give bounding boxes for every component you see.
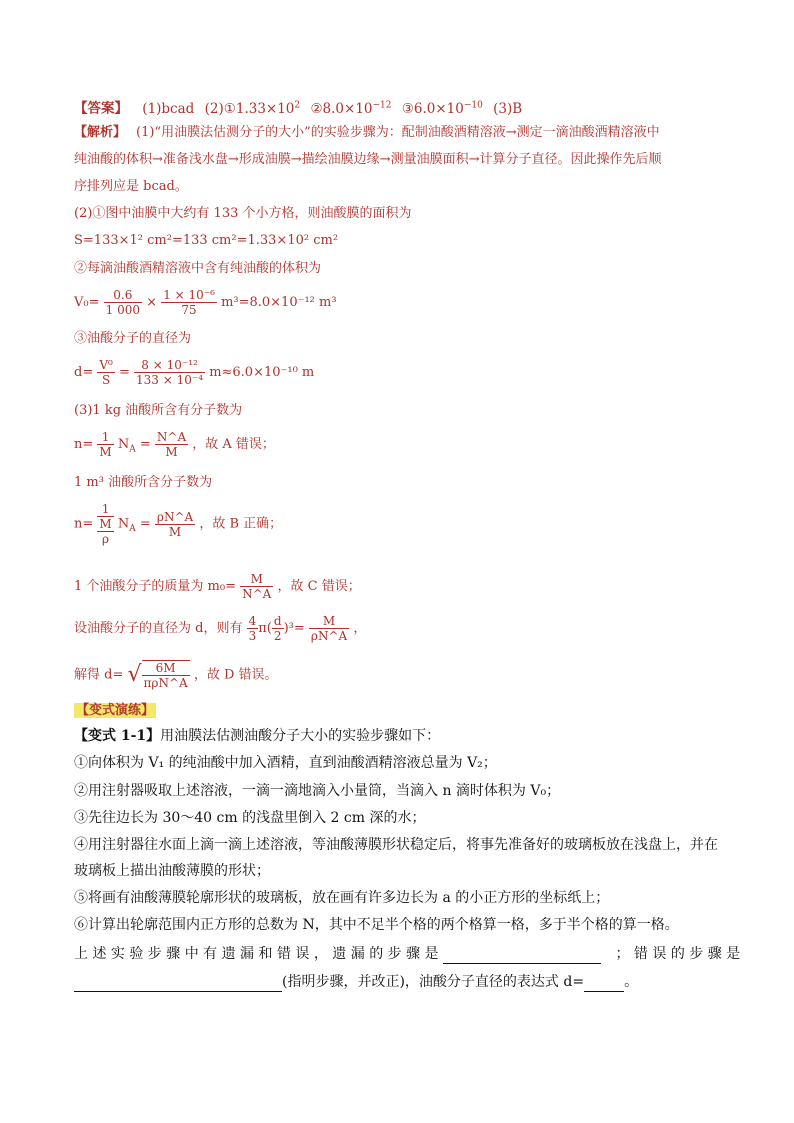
analysis-line-10: (3)1 kg 油酸所含有分子数为 xyxy=(74,403,243,418)
variant-title: 【变式 1-1】用油膜法估测油酸分子大小的实验步骤如下： xyxy=(74,728,441,744)
answer-part-5: (3)B xyxy=(493,100,523,117)
analysis-line-3: 序排列应是 bcad。 xyxy=(74,179,188,194)
question-line-1: 上 述 实 验 步 骤 中 有 遗 漏 和 错 误 ， 遗 漏 的 步 骤 是 ； 错 误 的 步 骤 是 xyxy=(74,946,741,962)
step-6: ⑥计算出轮廓范围内正方形的总数为 N，其中不足半个格的两个格算一格，多于半个格的算一格。 xyxy=(74,917,679,933)
square-root: √ $\frac{6M}{\text{πρN\textasciicircum{}A}}$ xyxy=(127,661,188,690)
volume-equation: V₀= $\frac{0.6}{1 000}$ × $\frac{\text{1 × 10⁻⁶}}{75}$ m³=8.0×10⁻¹² m³ xyxy=(74,288,337,317)
fraction: $\frac{\rho N\^{}A}{M}$ xyxy=(156,509,194,539)
diameter-equation: d= $\frac{\text{V⁰}}{S}$ = $\frac{\text{8 × 10⁻¹²}}{\text{133 × 10⁻⁴}}$ m≈6.0×10⁻¹⁰ m xyxy=(74,358,315,387)
count-per-kg-equation: n= $\frac{1}{M}$ $N_A$ = $\frac{N\^{}A}{M}$ ，故 A 错误； xyxy=(74,430,275,459)
step-5: ⑤将画有油酸薄膜轮廓形状的玻璃板，放在画有许多边长为 a 的小正方形的坐标纸上； xyxy=(74,890,610,906)
fraction: $\frac{1}{M}$ xyxy=(99,430,112,459)
answer-part-1: (1)bcad xyxy=(142,100,195,117)
analysis-line-6: ②每滴油酸酒精溶液中含有纯油酸的体积为 xyxy=(74,261,322,276)
fraction: $\frac{M}{\rho N\^{}A}$ xyxy=(310,614,348,643)
question-line-2: (指明步骤，并改正)，油酸分子直径的表达式 d= 。 xyxy=(74,972,638,992)
molecule-mass-equation: 1 个油酸分子的质量为 m₀= $\frac{M}{N\^{}A}$ ，故 C 错误； xyxy=(74,572,361,601)
step-3: ③先往边长为 30～40 cm 的浅盘里倒入 2 cm 深的水； xyxy=(74,810,426,826)
analysis-line-8: ③油酸分子的直径为 xyxy=(74,331,192,346)
analysis-line-12: 1 m³ 油酸所含分子数为 xyxy=(74,475,213,490)
wrong-step-blank[interactable] xyxy=(74,976,282,992)
fraction: $\frac{M}{N\^{}A}$ xyxy=(242,572,272,601)
fraction: $\frac{\text{1 × 10⁻⁶}}{75}$ xyxy=(163,288,215,317)
variant-tag: 【变式 1-1】 xyxy=(74,728,161,744)
analysis-line-2: 纯油酸的体积→准备浅水盘→形成油膜→描绘油膜边缘→测量油膜面积→计算分子直径。因此操作先后顺 xyxy=(74,152,662,167)
variant-header: 【变式演练】 xyxy=(76,703,155,718)
fraction: $\frac{6M}{\text{πρN\textasciicircum{}A}}$ xyxy=(143,661,188,690)
analysis-line-4: (2)①图中油膜中大约有 133 个小方格，则油酸膜的面积为 xyxy=(74,206,412,221)
missing-step-blank[interactable] xyxy=(443,948,601,964)
answer-line xyxy=(74,96,522,118)
fraction: $\frac{N\^{}A}{M}$ xyxy=(156,430,187,459)
fraction: $\frac{\text{8 × 10⁻¹²}}{\text{133 × 10⁻⁴}}$ xyxy=(136,358,204,387)
step-4-line-2: 玻璃板上描出油酸薄膜的形状； xyxy=(74,863,270,879)
answer-label: 【答案】 xyxy=(74,100,128,117)
variant-header-line xyxy=(74,702,156,720)
fraction: $\frac{d}{2}$ xyxy=(273,614,282,643)
fraction: $\frac{4}{3}$ xyxy=(248,614,257,643)
diameter-solution-equation: 解得 d= √ $\frac{6M}{\text{πρN\textasciicircum{}A}}$ ，故 D 错误。 xyxy=(74,661,278,690)
analysis-line-1: 【解析】 (1)“用油膜法估测分子的大小”的实验步骤为：配制油酸酒精溶液→测定一滴油酸酒精溶液中 xyxy=(74,125,660,140)
step-2: ②用注射器吸取上述溶液，一滴一滴地滴入小量筒，当滴入 n 滴时体积为 V₀； xyxy=(74,783,561,799)
diameter-expression-blank[interactable] xyxy=(584,976,624,992)
count-per-m3-equation: n= 1 M ρ $N_A$ = $\frac{\rho N\^{}A}{M}$ ，故 B 正确； xyxy=(74,502,283,546)
step-1: ①向体积为 V₁ 的纯油酸中加入酒精，直到油酸酒精溶液总量为 V₂； xyxy=(74,755,497,771)
analysis-label: 【解析】 xyxy=(74,125,127,140)
fraction: $\frac{\text{V⁰}}{S}$ xyxy=(99,358,113,387)
answer-part-3: $②8.0\times 10^{-12}$ xyxy=(310,100,392,117)
answer-part-2: $(2)①1.33\times 10^2$ xyxy=(204,100,301,117)
fraction: 1 M ρ xyxy=(99,502,112,546)
diameter-setup-equation: 设油酸分子的直径为 d，则有 $\frac{4}{3}$ π( $\frac{d}{2}$ )³= $\frac{M}{\rho N\^{}A}$ ， xyxy=(74,614,367,643)
step-4-line-1: ④用注射器往水面上滴一滴上述溶液，等油酸薄膜形状稳定后，将事先准备好的玻璃板放在浅盘上，并在 xyxy=(74,837,718,853)
fraction: $\frac{0.6}{1 000}$ xyxy=(105,288,140,317)
answer-part-4: $③6.0\times 10^{-10}$ xyxy=(401,100,483,117)
area-equation: S=133×1² cm²=133 cm²=1.33×10² cm² xyxy=(74,233,339,248)
